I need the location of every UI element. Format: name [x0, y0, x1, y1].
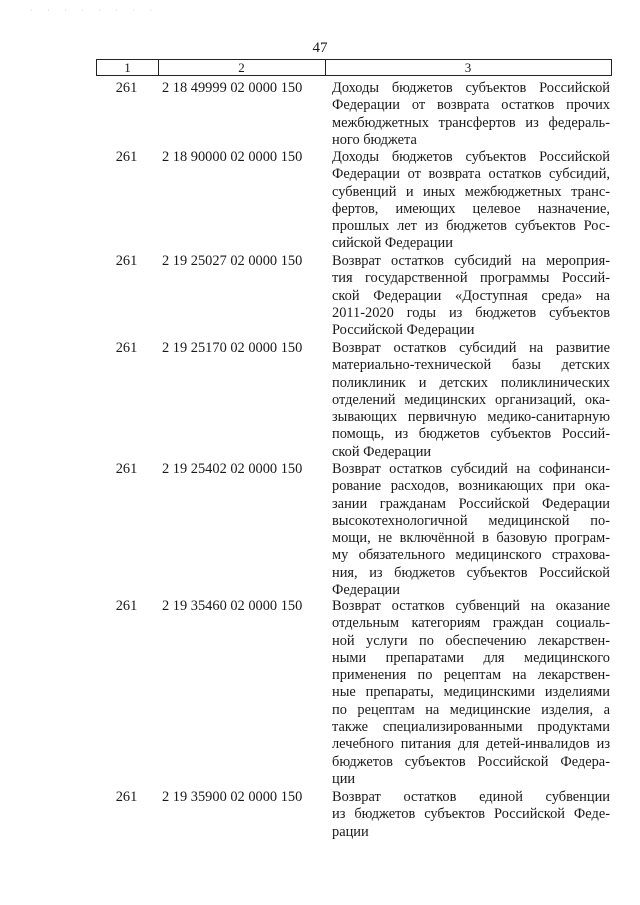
description-line: ные препараты, медицинскими изделиями [332, 684, 610, 701]
table-header [96, 59, 612, 76]
row-column-1-value: 261 [115, 789, 138, 805]
description-line: ния, из бюджетов субъектов Российской [332, 564, 610, 581]
description-line: му обязательного медицинского страхова- [332, 547, 610, 564]
description-line: сийской Федерации [332, 235, 453, 252]
description-line: лечебного питания для детей-инвалидов из [332, 736, 610, 753]
description-line: мощи, не включённой в базовую програм- [332, 530, 610, 547]
row-description [332, 598, 610, 788]
description-line: ской Федерации [332, 443, 432, 460]
scan-margin-marks: · · · · · · · · [30, 6, 159, 15]
row-description [332, 789, 610, 841]
column-header-3: 3 [464, 60, 472, 75]
row-description [332, 80, 610, 149]
description-line: Возврат остатков субвенций на оказание [332, 598, 610, 614]
description-line: рование расходов, возникающих при ока- [332, 478, 610, 495]
description-line: отделений медицинских организаций, ока- [332, 391, 610, 408]
row-budget-code: 2 19 25027 02 0000 150 [162, 253, 303, 269]
row-budget-code: 2 18 49999 02 0000 150 [162, 80, 303, 96]
description-line: фертов, имеющих целевое назначение, [332, 200, 610, 217]
description-line: Возврат остатков субсидий на софинанси- [332, 461, 610, 477]
description-line: ной услуги по обеспечению лекарствен- [332, 632, 610, 649]
row-description [332, 253, 610, 339]
row-column-1-value: 261 [115, 461, 138, 477]
description-line: высокотехнологичной медицинской по- [332, 512, 610, 529]
description-line: межбюджетных трансфертов из федераль- [332, 114, 610, 131]
description-line: ного бюджета [332, 131, 417, 148]
description-line: бюджетов субъектов Российской Федера- [332, 753, 610, 770]
row-budget-code: 2 19 25402 02 0000 150 [162, 461, 303, 477]
row-column-1-value: 261 [115, 598, 138, 614]
description-line: поликлиник и детских поликлинических [332, 374, 610, 391]
row-budget-code: 2 19 35900 02 0000 150 [162, 789, 303, 805]
description-line: ции [332, 770, 356, 787]
description-line: Федерации [332, 582, 400, 599]
row-budget-code: 2 19 25170 02 0000 150 [162, 340, 303, 356]
description-line: Возврат остатков единой субвенции [332, 789, 610, 805]
description-line: также специализированными продуктами [332, 719, 610, 736]
description-line: отдельным категориям граждан социаль- [332, 615, 610, 632]
row-description [332, 340, 610, 461]
description-line: по рецептам на медицинские изделия, а [332, 701, 610, 718]
row-budget-code: 2 18 90000 02 0000 150 [162, 149, 303, 165]
description-line: материально-технической базы детских [332, 357, 610, 374]
description-line: Возврат остатков субсидий на мероприя- [332, 253, 610, 269]
description-line: рации [332, 823, 369, 840]
column-header-1: 1 [97, 60, 159, 75]
row-column-1-value: 261 [115, 340, 138, 356]
row-description [332, 461, 610, 599]
description-line: помощь, из бюджетов субъектов Россий- [332, 426, 610, 443]
row-column-1-value: 261 [115, 253, 138, 269]
description-line: из бюджетов субъектов Российской Феде- [332, 806, 610, 823]
description-line: Возврат остатков субсидий на развитие [332, 340, 610, 356]
row-budget-code: 2 19 35460 02 0000 150 [162, 598, 303, 614]
row-column-1-value: 261 [115, 149, 138, 165]
description-line: ской Федерации «Доступная среда» на [332, 287, 610, 304]
description-line: прошлых лет из бюджетов субъектов Рос- [332, 218, 610, 235]
row-description [332, 149, 610, 253]
description-line: тия государственной программы Россий- [332, 270, 610, 287]
description-line: Доходы бюджетов субъектов Российской [332, 149, 610, 165]
description-line: ными препаратами для медицинского [332, 649, 610, 666]
description-line: зывающих первичную медико-санитарную [332, 409, 610, 426]
row-column-1-value: 261 [115, 80, 138, 96]
description-line: субвенций и иных межбюджетных транс- [332, 183, 610, 200]
description-line: 2011-2020 годы из бюджетов субъектов [332, 304, 610, 321]
description-line: Российской Федерации [332, 322, 475, 339]
description-line: Доходы бюджетов субъектов Российской [332, 80, 610, 96]
description-line: Федерации от возврата остатков субсидий, [332, 166, 610, 183]
description-line: Федерации от возврата остатков прочих [332, 97, 610, 114]
column-header-2: 2 [158, 60, 326, 75]
description-line: применения по рецептам на лекарствен- [332, 667, 610, 684]
page-number: 47 [312, 40, 328, 56]
description-line: зании гражданам Российской Федерации [332, 495, 610, 512]
